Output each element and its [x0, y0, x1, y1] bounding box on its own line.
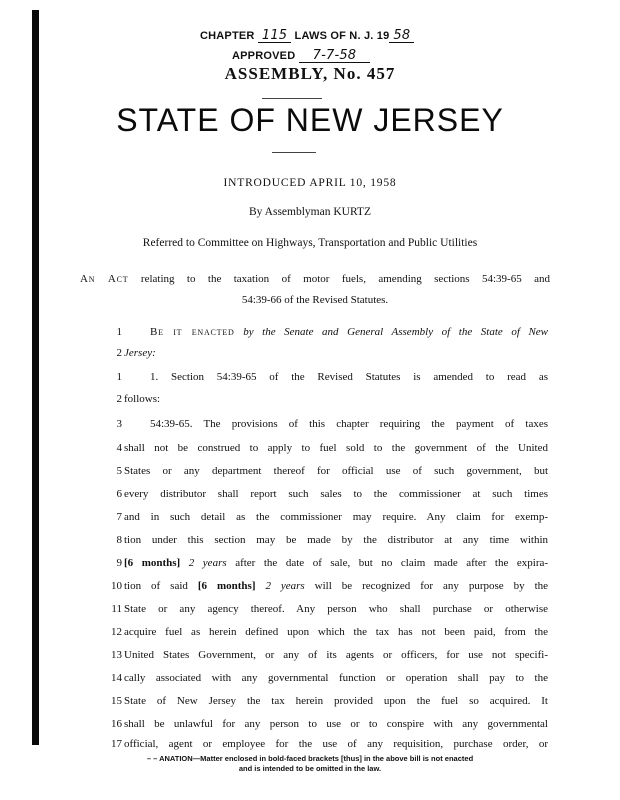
enacting-prefix: Be it enacted	[150, 326, 235, 338]
inserted-text: 2 years	[188, 557, 227, 569]
inserted-text: 2 years	[265, 580, 305, 592]
line-text-rest: will be recognized for any purpose by the	[314, 580, 549, 592]
line-number: 15	[111, 695, 122, 707]
line-number: 7	[116, 511, 122, 523]
bill-line	[78, 371, 548, 391]
laws-year: 58	[389, 30, 414, 43]
bill-line	[78, 511, 548, 531]
approved-line	[232, 50, 370, 63]
bill-line	[78, 488, 548, 508]
line-number: 10	[111, 580, 122, 592]
line-number: 6	[116, 488, 122, 500]
approved-label: APPROVED	[232, 50, 296, 62]
line-text: United States Government, or any of its agents or officers, for use not specifi-	[124, 649, 548, 661]
state-title: STATE OF NEW JERSEY	[116, 102, 504, 138]
bracketed-deletion: [6 months]	[197, 580, 256, 592]
act-title-line-2: 54:39-66 of the Revised Statutes.	[241, 294, 389, 306]
bill-line	[78, 465, 548, 485]
explanation-footnote	[110, 754, 510, 774]
line-number: 17	[111, 738, 122, 750]
line-number: 4	[116, 442, 122, 454]
line-text	[124, 580, 548, 592]
line-text	[150, 326, 548, 338]
line-text: 1. Section 54:39-65 of the Revised Statutes is amended to read as	[150, 371, 548, 383]
line-text: State or any agency thereof. Any person who shall purchase or otherwise	[124, 603, 548, 615]
line-number: 5	[116, 465, 122, 477]
bill-line	[78, 326, 548, 346]
enacting-clause-end: Jersey:	[124, 347, 156, 359]
bill-line	[78, 649, 548, 669]
divider	[262, 98, 322, 99]
line-text: shall not be construed to apply to fuel sold to the government of the United	[124, 442, 548, 454]
bill-line	[78, 672, 548, 692]
act-prefix: An Act	[80, 273, 129, 285]
bill-line	[78, 347, 548, 367]
line-text: acquire fuel as herein defined upon which the tax has not been paid, from the	[124, 626, 548, 638]
bill-line	[78, 442, 548, 462]
bill-line	[78, 718, 548, 738]
committee-referral: Referred to Committee on Highways, Transportation and Public Utilities	[142, 237, 478, 249]
bill-line	[78, 695, 548, 715]
line-number: 3	[116, 418, 122, 430]
line-number: 9	[116, 557, 122, 569]
line-number: 1	[116, 371, 122, 383]
line-text: follows:	[124, 393, 161, 405]
line-number: 12	[111, 626, 122, 638]
bill-line	[78, 418, 548, 438]
bill-line	[78, 557, 548, 577]
line-text: States or any department thereof for official use of such government, but	[124, 465, 548, 477]
line-text: shall be unlawful for any person to use or to conspire with any governmental	[124, 718, 548, 730]
line-number: 2	[116, 393, 122, 405]
line-number: 13	[111, 649, 122, 661]
line-text	[124, 347, 548, 359]
enacting-clause: by the Senate and General Assembly of the State of New	[243, 326, 549, 338]
line-number: 11	[111, 603, 122, 615]
line-text: tion under this section may be made by the distributor at any time within	[124, 534, 548, 546]
approved-date: 7-7-58	[299, 50, 371, 63]
introduced-date: INTRODUCED APRIL 10, 1958	[223, 177, 397, 189]
line-text: cally associated with any governmental function or operation shall pay to the	[124, 672, 548, 684]
bracketed-deletion: [6 months]	[124, 557, 181, 569]
bill-line	[78, 534, 548, 554]
bill-line	[78, 603, 548, 623]
divider	[272, 152, 316, 153]
assembly-number: ASSEMBLY, No. 457	[224, 64, 396, 83]
line-number: 8	[116, 534, 122, 546]
footnote-line-1: – – ANATION—Matter enclosed in bold-faced brackets [thus] in the above bill is not enacted	[146, 754, 474, 763]
line-text	[124, 557, 548, 569]
line-text: 54:39-65. The provisions of this chapter requiring the payment of taxes	[150, 418, 548, 430]
footnote-line-2: and is intended to be omitted in the law.	[238, 764, 382, 773]
act-title-line-1	[80, 273, 550, 285]
line-number: 1	[116, 326, 122, 338]
line-number: 16	[111, 718, 122, 730]
line-number: 14	[111, 672, 122, 684]
line-text-rest: after the date of sale, but no claim made after the expira-	[235, 557, 549, 569]
line-number: 2	[116, 347, 122, 359]
line-text-start: tion of said	[124, 580, 188, 592]
chapter-number: 115	[258, 30, 291, 43]
line-text: State of New Jersey the tax herein provided upon the fuel so acquired. It	[124, 695, 548, 707]
act-title-text: relating to the taxation of motor fuels, amending sections 54:39-65 and	[140, 273, 551, 285]
line-text: and in such detail as the commissioner may require. Any claim for exemp-	[124, 511, 548, 523]
chapter-label: CHAPTER	[200, 30, 255, 42]
laws-label: LAWS OF N. J. 19	[294, 30, 390, 42]
sponsor: By Assemblyman KURTZ	[249, 206, 371, 218]
bill-line	[78, 626, 548, 646]
line-text: official, agent or employee for the use of any requisition, purchase order, or	[124, 738, 548, 750]
bill-line	[78, 393, 548, 413]
line-text: every distributor shall report such sales to the commissioner at such times	[124, 488, 548, 500]
chapter-line	[200, 30, 414, 43]
bill-line	[78, 580, 548, 600]
